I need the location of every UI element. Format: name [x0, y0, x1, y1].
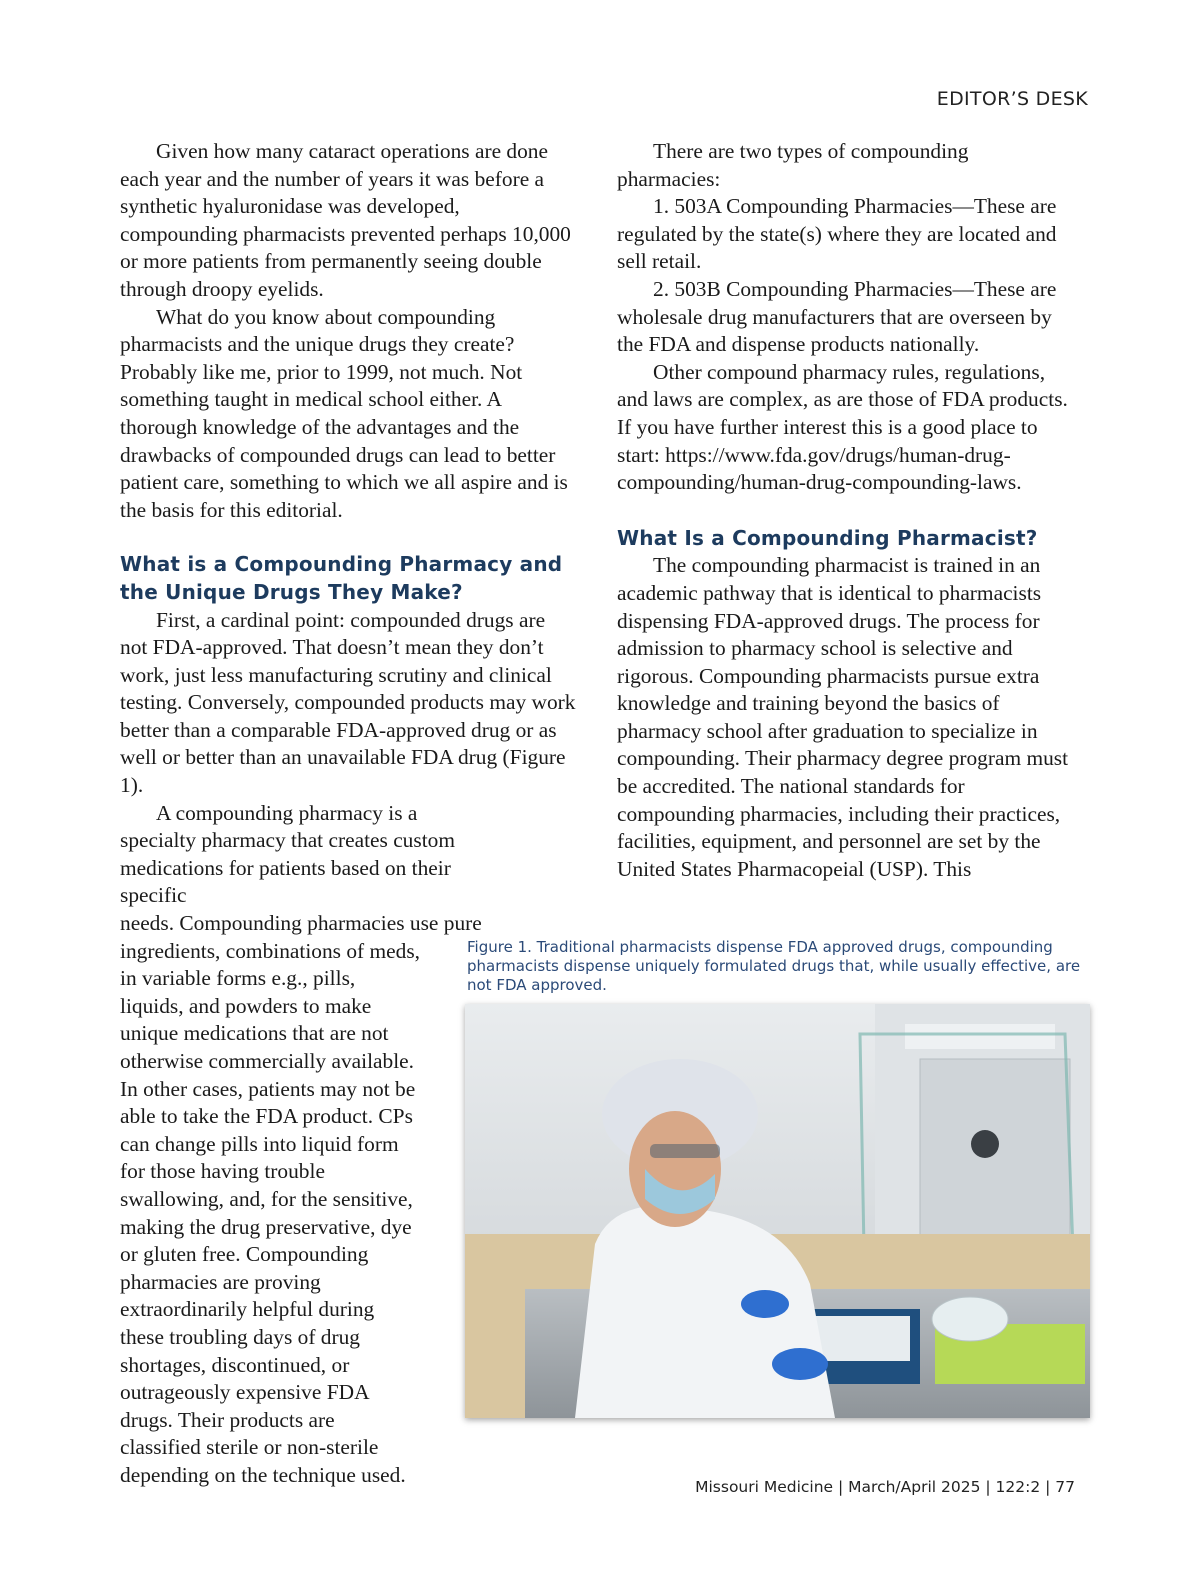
section-heading: What Is a Compounding Pharmacist? — [617, 525, 1038, 550]
list-item-continued: regulated by the state(s) where they are located and sell retail. — [617, 221, 1057, 274]
right-column — [617, 138, 1077, 883]
paragraph: First, a cardinal point: compounded drugs are not FDA-approved. That doesn’t mean they don’t work, just less manufacturing scrutiny and clinical testing. Conversely, compounded products may work better than a comparable FDA-approved drug or as well or better than an unavailable FDA drug (Figure 1). — [120, 607, 576, 798]
paragraph: Given how many cataract operations are done each year and the number of years it was before a synthetic hyaluronidase was developed, compounding pharmacists prevented perhaps 10,000 or more patients from permanently seeing double through droopy eyelids. — [120, 139, 571, 301]
paragraph-continued: needs. Compounding pharmacies use pure — [120, 911, 482, 936]
figure-1 — [465, 938, 1092, 1418]
section-heading: What is a Compounding Pharmacy and the Unique Drugs They Make? — [120, 552, 563, 604]
page-footer: Missouri Medicine | March/April 2025 | 122:2 | 77 — [695, 1478, 1075, 1496]
paragraph: Other compound pharmacy rules, regulations, and laws are complex, as are those of FDA products. If you have further interest this is a good place to start: https://www.fda.gov/drugs/human-drug-compounding/human-drug-compounding-laws. — [617, 359, 1068, 495]
section-header: EDITOR’S DESK — [936, 88, 1088, 110]
paragraph-continued: ingredients, combinations of meds, in variable forms e.g., pills, liquids, and powders to make unique medications that are not otherwise commercially available. In other cases, patients may not be able to take the FDA product. CPs can change pills into liquid form for those having trouble swallowing, and, for the sensitive, making the drug preservative, dye or gluten free. Compounding pharmacies are proving extraordinarily helpful during these troubling days of drug shortages, discontinued, or outrageously expensive FDA drugs. Their products are classified sterile or non-sterile depending on the technique used. — [120, 938, 421, 1487]
paragraph: What do you know about compounding pharmacists and the unique drugs they create? Probably like me, prior to 1999, not much. Not something taught in medical school either. A thorough knowledge of the advantages and the drawbacks of compounded drugs can lead to better patient care, something to which we all aspire and is the basis for this editorial. — [120, 304, 568, 522]
list-item: 2. 503B Compounding Pharmacies—These are — [653, 276, 1057, 301]
figure-caption: Figure 1. Traditional pharmacists dispense FDA approved drugs, compounding pharmacists dispense uniquely formulated drugs that, while usually effective, are not FDA approved. — [467, 938, 1081, 994]
pharmacist-photo — [465, 1004, 1090, 1418]
paragraph: The compounding pharmacist is trained in an academic pathway that is identical to pharmacists dispensing FDA-approved drugs. The process for admission to pharmacy school is selective and rigorous. Compounding pharmacists pursue extra knowledge and training beyond the basics of pharmacy school after graduation to specialize in compounding. Their pharmacy degree program must be accredited. The national standards for compounding pharmacies, including their practices, facilities, equipment, and personnel are set by the United States Pharmacopeial (USP). This — [617, 553, 1069, 881]
paragraph: A compounding pharmacy is a specialty pharmacy that creates custom medications for patients based on their specific — [120, 800, 455, 908]
list-item-continued: wholesale drug manufacturers that are overseen by the FDA and dispense products nationally. — [617, 304, 1052, 357]
paragraph: There are two types of compounding pharmacies: — [617, 139, 969, 191]
pharmacist-photo-illustration — [465, 1004, 1090, 1418]
list-item: 1. 503A Compounding Pharmacies—These are — [653, 194, 1057, 219]
